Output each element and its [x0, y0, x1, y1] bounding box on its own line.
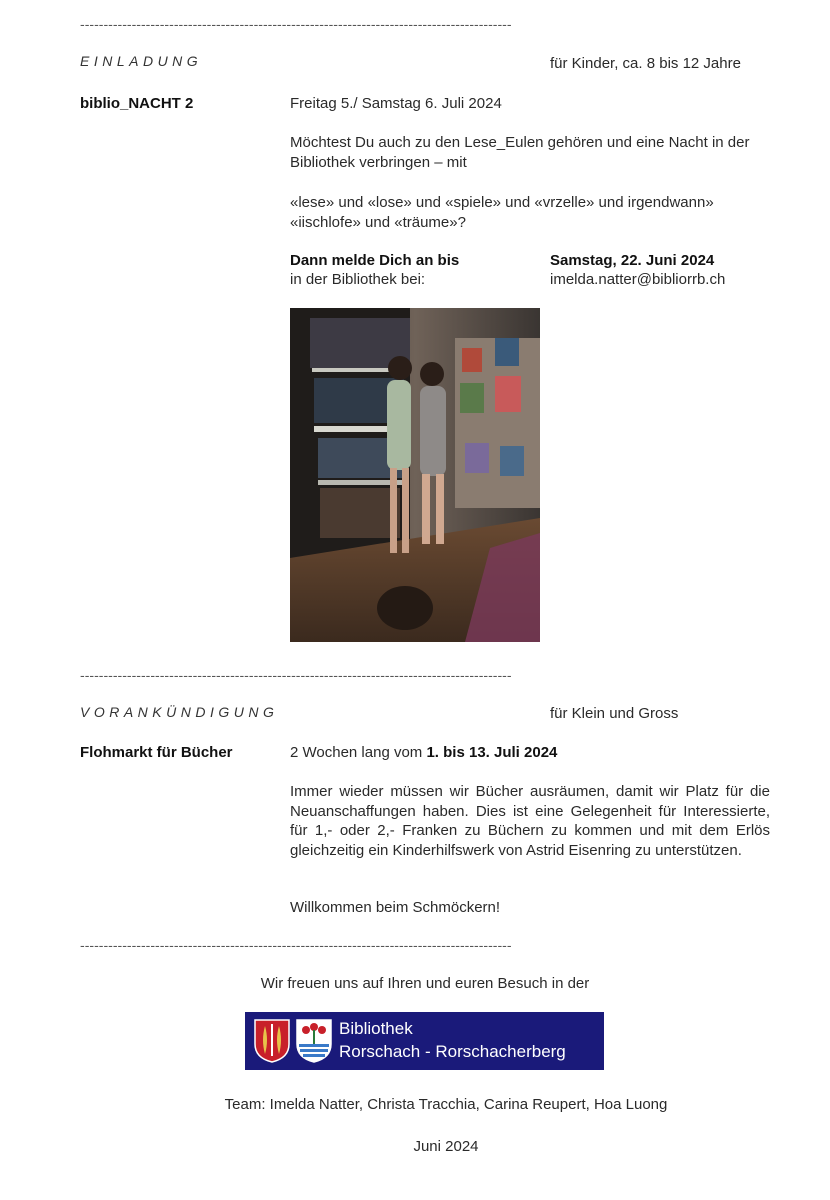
- event-title-biblionacht: biblio_NACHT 2: [80, 95, 194, 112]
- footer-team: Team: Imelda Natter, Christa Tracchia, Carina Reupert, Hoa Luong: [224, 1096, 668, 1113]
- audience-einladung: für Kinder, ca. 8 bis 12 Jahre: [550, 55, 741, 72]
- separator-bottom: --------------------------------------------------------------------------------------------: [80, 939, 512, 954]
- paragraph-invitation-2: «lese» und «lose» und «spiele» und «vrzelle» und irgendwann» «iischlofe» und «träume»?: [290, 194, 714, 231]
- separator-top: --------------------------------------------------------------------------------------------: [80, 18, 512, 33]
- audience-vorankuendigung: für Klein und Gross: [550, 705, 679, 722]
- section-heading-vorankuendigung: VORANKÜNDIGUNG: [80, 704, 279, 720]
- separator-middle: --------------------------------------------------------------------------------------------: [80, 669, 512, 684]
- library-night-photo: [290, 308, 540, 642]
- paragraph-flohmarkt-2: Willkommen beim Schmöckern!: [290, 899, 501, 916]
- register-sub: in der Bibliothek bei:: [290, 271, 426, 288]
- event-duration-flohmarkt: [290, 743, 557, 763]
- register-deadline: Samstag, 22. Juni 2024: [550, 252, 715, 269]
- crest-rorschacherberg-icon: [295, 1018, 333, 1064]
- paragraph-invitation-1: Möchtest Du auch zu den Lese_Eulen gehören und eine Nacht in der Bibliothek verbringen – mit: [290, 134, 750, 171]
- section-heading-einladung: EINLADUNG: [80, 53, 203, 69]
- event-title-flohmarkt: Flohmarkt für Bücher: [80, 744, 233, 761]
- library-logo: [245, 1012, 604, 1070]
- register-label: Dann melde Dich an bis: [290, 252, 460, 269]
- duration-prefix: 2 Wochen lang vom: [290, 744, 427, 761]
- photo-illustration: [290, 308, 540, 642]
- crest-rorschach-icon: [253, 1018, 291, 1064]
- paragraph-flohmarkt-1: Immer wieder müssen wir Bücher ausräumen, damit wir Platz für die Neuanschaffungen haben. Dies ist eine Gelegenheit für Interessierte, für 1,- oder 2,- Franken zu Büchern zu kommen und mit dem Erlös gleichzeitig ein Kinderhilfswerk von Astrid Eisenring zu unterstützen.: [290, 783, 770, 859]
- logo-line-2: Rorschach - Rorschacherberg: [339, 1042, 566, 1061]
- footer-invite: Wir freuen uns auf Ihren und euren Besuch in der: [260, 975, 590, 992]
- event-date-biblionacht: Freitag 5./ Samstag 6. Juli 2024: [290, 95, 502, 112]
- logo-line-1: Bibliothek: [339, 1019, 413, 1038]
- duration-dates: 1. bis 13. Juli 2024: [426, 744, 558, 761]
- footer-date: Juni 2024: [413, 1138, 479, 1155]
- register-email[interactable]: imelda.natter@bibliorrb.ch: [550, 271, 726, 288]
